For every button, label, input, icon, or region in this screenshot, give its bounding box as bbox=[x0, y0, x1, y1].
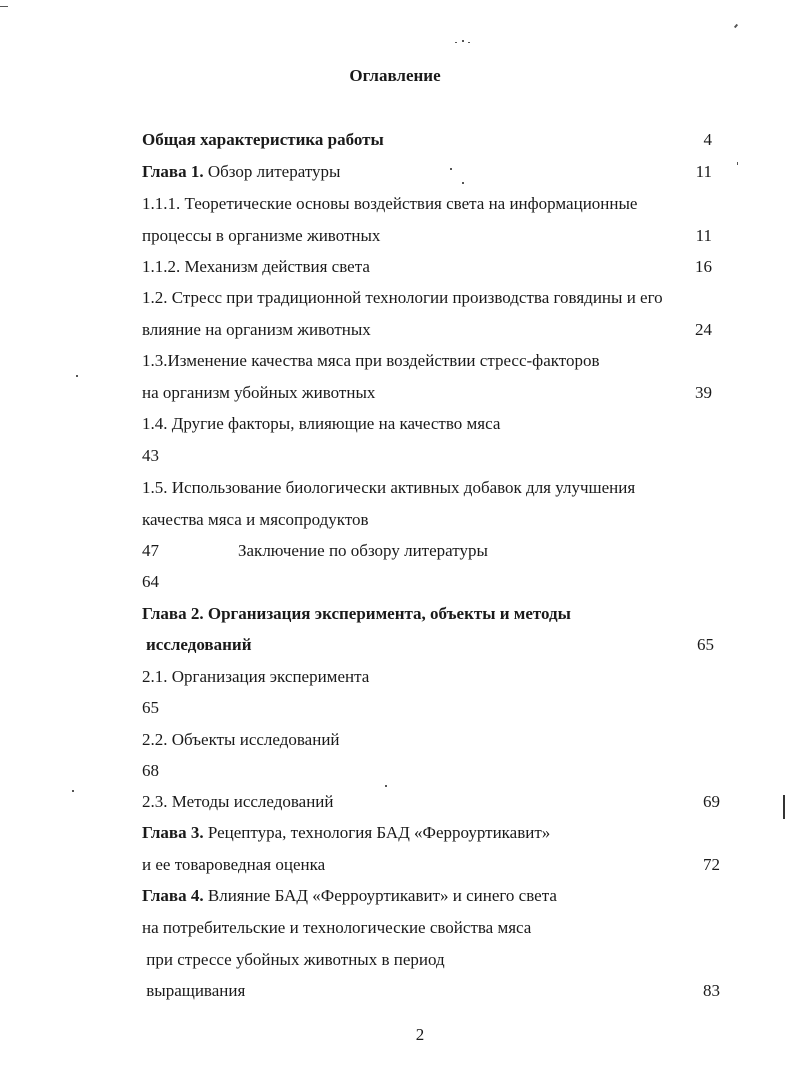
toc-page-number: 65 bbox=[142, 698, 159, 717]
toc-entry: 2.3. Методы исследований bbox=[142, 792, 334, 811]
scan-artifact bbox=[0, 6, 8, 7]
toc-page-number: 11 bbox=[695, 162, 712, 181]
chapter-title: Рецептура, технология БАД «Ферроуртикавит» bbox=[203, 823, 551, 842]
toc-entry bbox=[142, 162, 340, 182]
toc-entry: Заключение по обзору литературы bbox=[238, 541, 488, 560]
toc-entry: выращивания bbox=[142, 981, 246, 1000]
page-number: 2 bbox=[415, 1025, 425, 1044]
toc-entry: качества мяса и мясопродуктов bbox=[142, 510, 369, 529]
scan-artifact bbox=[737, 162, 738, 165]
chapter-label: Глава 1. bbox=[142, 162, 204, 181]
toc-page-number: 4 bbox=[703, 130, 712, 149]
page-title: Оглавление bbox=[349, 66, 441, 85]
toc-page-number: 47 bbox=[142, 541, 159, 560]
scan-artifact bbox=[385, 785, 387, 787]
toc-page-number: 83 bbox=[703, 981, 720, 1000]
toc-entry: при стрессе убойных животных в период bbox=[142, 950, 445, 969]
toc-page-number: 64 bbox=[142, 572, 159, 591]
toc-entry: процессы в организме животных bbox=[142, 226, 381, 245]
toc-entry: на организм убойных животных bbox=[142, 383, 376, 402]
toc-entry: на потребительские и технологические свойства мяса bbox=[142, 918, 532, 937]
toc-entry: 1.5. Использование биологически активных добавок для улучшения bbox=[142, 478, 636, 497]
toc-page-number: 65 bbox=[697, 635, 714, 654]
toc-page-number: 11 bbox=[695, 226, 712, 245]
chapter-label: Глава 4. bbox=[142, 886, 204, 905]
toc-entry: 1.2. Стресс при традиционной технологии производства говядины и его bbox=[142, 288, 663, 307]
toc-entry: Общая характеристика работы bbox=[142, 130, 384, 149]
toc-entry: 1.1.1. Теоретические основы воздействия света на информационные bbox=[142, 194, 638, 213]
toc-entry bbox=[142, 886, 557, 906]
toc-page-number: 43 bbox=[142, 446, 159, 465]
chapter-title: Обзор литературы bbox=[203, 162, 341, 181]
scan-artifact bbox=[462, 182, 464, 184]
toc-entry: 1.1.2. Механизм действия света bbox=[142, 257, 370, 276]
toc-page-number: 69 bbox=[703, 792, 720, 811]
toc-page-number: 72 bbox=[703, 855, 720, 874]
toc-entry: 1.4. Другие факторы, влияющие на качество мяса bbox=[142, 414, 501, 433]
toc-entry: Глава 2. Организация эксперимента, объекты и методы bbox=[142, 604, 571, 623]
toc-page-number: 16 bbox=[695, 257, 712, 276]
chapter-label: Глава 3. bbox=[142, 823, 204, 842]
toc-entry: 1.3.Изменение качества мяса при воздействии стресс-факторов bbox=[142, 351, 600, 370]
toc-page-number: 68 bbox=[142, 761, 159, 780]
scan-artifact bbox=[734, 24, 738, 28]
toc-entry: влияние на организм животных bbox=[142, 320, 371, 339]
toc-page-number: 24 bbox=[695, 320, 712, 339]
scan-artifact bbox=[76, 375, 78, 377]
chapter-title: Влияние БАД «Ферроуртикавит» и синего света bbox=[203, 886, 557, 905]
toc-entry bbox=[142, 823, 550, 843]
toc-entry: 2.1. Организация эксперимента bbox=[142, 667, 370, 686]
scan-artifact bbox=[455, 42, 457, 43]
scan-artifact bbox=[450, 168, 452, 170]
toc-entry: 2.2. Объекты исследований bbox=[142, 730, 340, 749]
scan-artifact bbox=[783, 795, 785, 819]
toc-entry: исследований bbox=[146, 635, 252, 654]
scan-artifact bbox=[468, 42, 470, 43]
toc-entry: и ее товароведная оценка bbox=[142, 855, 326, 874]
scan-artifact bbox=[72, 790, 74, 792]
toc-page-number: 39 bbox=[695, 383, 712, 402]
scan-artifact bbox=[462, 40, 464, 42]
